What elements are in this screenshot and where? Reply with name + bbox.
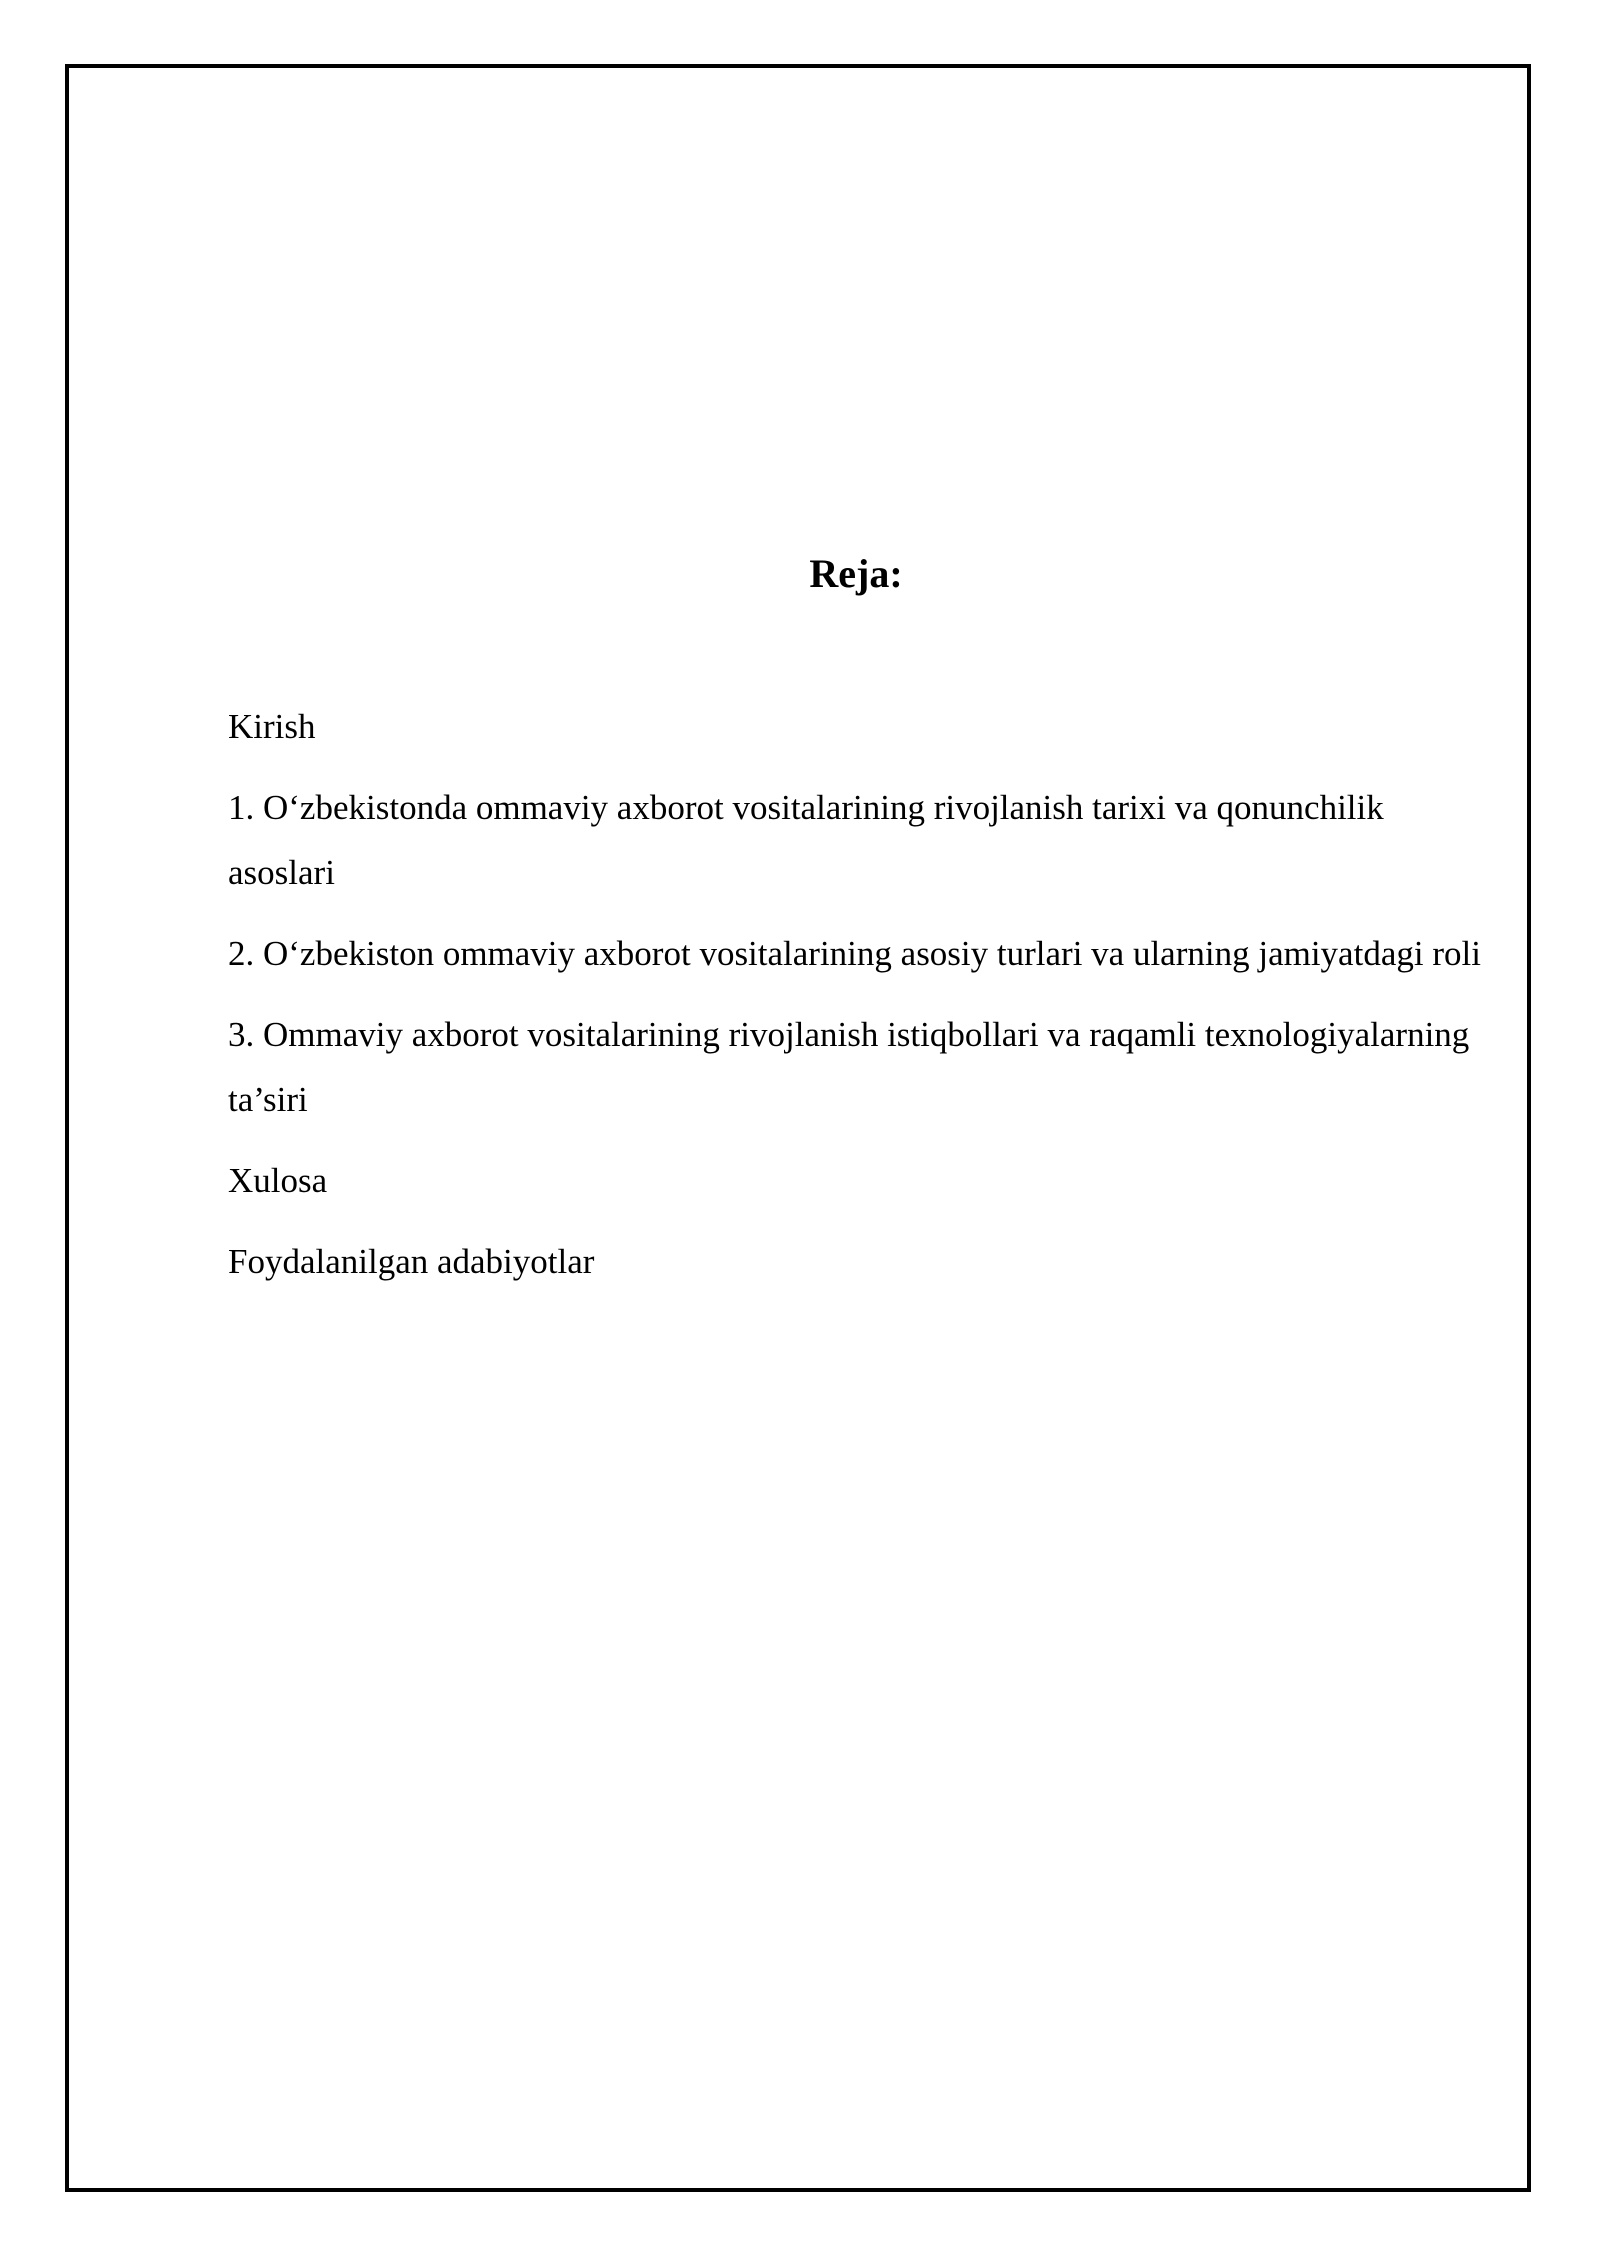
page-title: Reja: <box>809 551 903 596</box>
plan-item-introduction: Kirish <box>228 707 316 746</box>
plan-list <box>228 694 1488 1310</box>
plan-item-1: 1. O‘zbekistonda ommaviy axborot vositalarining rivojlanish tarixi va qonunchilik asoslari <box>228 788 1384 892</box>
plan-item-3: 3. Ommaviy axborot vositalarining rivojlanish istiqbollari va raqamli texnologiyalarning ta’siri <box>228 1015 1470 1119</box>
plan-item-2: 2. O‘zbekiston ommaviy axborot vositalarining asosiy turlari va ularning jamiyatdagi roli <box>228 934 1481 973</box>
plan-item-conclusion: Xulosa <box>228 1161 328 1200</box>
plan-item-references: Foydalanilgan adabiyotlar <box>228 1242 595 1281</box>
